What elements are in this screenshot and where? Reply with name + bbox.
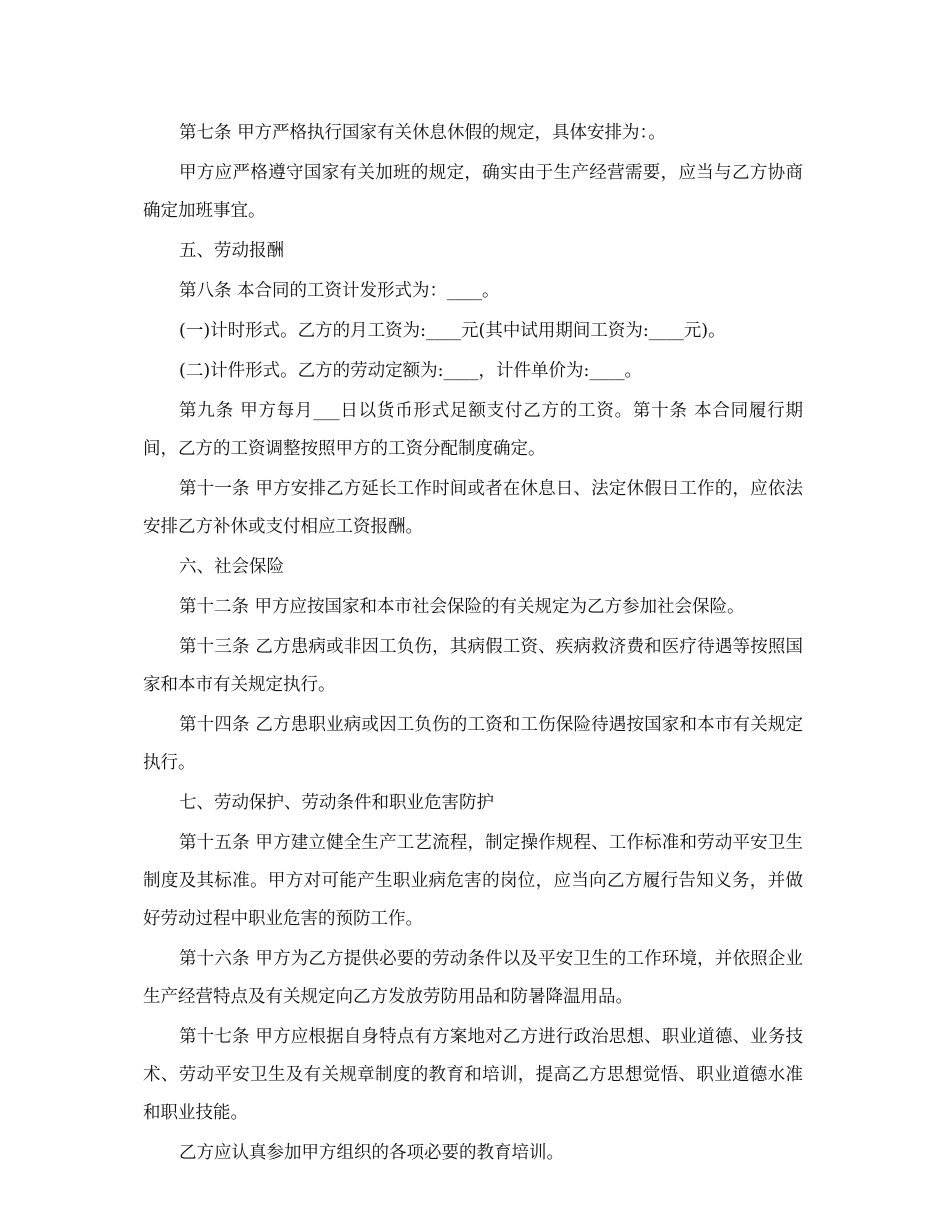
clause-9-10-paragraph: 第九条 甲方每月___日以货币形式足额支付乙方的工资。第十条 本合同履行期间，乙方的工资调整按照甲方的工资分配制度确定。 — [143, 401, 803, 459]
document-body — [143, 114, 803, 1174]
section-6-heading: 六、社会保险 — [179, 557, 284, 577]
clause-15-paragraph: 第十五条 甲方建立健全生产工艺流程，制定操作规程、工作标准和劳动平安卫生制度及其标准。甲方对可能产生职业病危害的岗位，应当向乙方履行告知义务，并做好劳动过程中职业危害的预防工作。 — [143, 833, 803, 929]
clause-17-paragraph: 第十七条 甲方应根据自身特点有方案地对乙方进行政治思想、职业道德、业务技术、劳动平安卫生及有关规章制度的教育和培训，提高乙方思想觉悟、职业道德水准和职业技能。 — [143, 1027, 803, 1123]
clause-12-paragraph: 第十二条 甲方应按国家和本市社会保险的有关规定为乙方参加社会保险。 — [179, 597, 745, 617]
time-based-wage-paragraph: (一)计时形式。乙方的月工资为:____元(其中试用期间工资为:____元)。 — [179, 321, 726, 341]
clause-8-paragraph: 第八条 本合同的工资计发形式为：____。 — [179, 281, 500, 301]
clause-13-paragraph: 第十三条 乙方患病或非因工负伤，其病假工资、疾病救济费和医疗待遇等按照国家和本市有关规定执行。 — [143, 637, 803, 695]
section-5-heading: 五、劳动报酬 — [179, 241, 284, 261]
clause-7-paragraph: 第七条 甲方严格执行国家有关休息休假的规定，具体安排为：。 — [179, 123, 666, 143]
section-7-heading: 七、劳动保护、劳动条件和职业危害防护 — [179, 793, 494, 813]
clause-11-paragraph: 第十一条 甲方安排乙方延长工作时间或者在休息日、法定休假日工作的，应依法安排乙方补休或支付相应工资报酬。 — [143, 479, 803, 537]
overtime-paragraph: 甲方应严格遵守国家有关加班的规定，确实由于生产经营需要，应当与乙方协商确定加班事宜。 — [143, 163, 803, 221]
training-paragraph: 乙方应认真参加甲方组织的各项必要的教育培训。 — [179, 1143, 564, 1163]
clause-14-paragraph: 第十四条 乙方患职业病或因工负伤的工资和工伤保险待遇按国家和本市有关规定执行。 — [143, 715, 803, 773]
clause-16-paragraph: 第十六条 甲方为乙方提供必要的劳动条件以及平安卫生的工作环境，并依照企业生产经营特点及有关规定向乙方发放劳防用品和防暑降温用品。 — [143, 949, 803, 1007]
piece-rate-wage-paragraph: (二)计件形式。乙方的劳动定额为:____，计件单价为:____。 — [179, 361, 642, 381]
